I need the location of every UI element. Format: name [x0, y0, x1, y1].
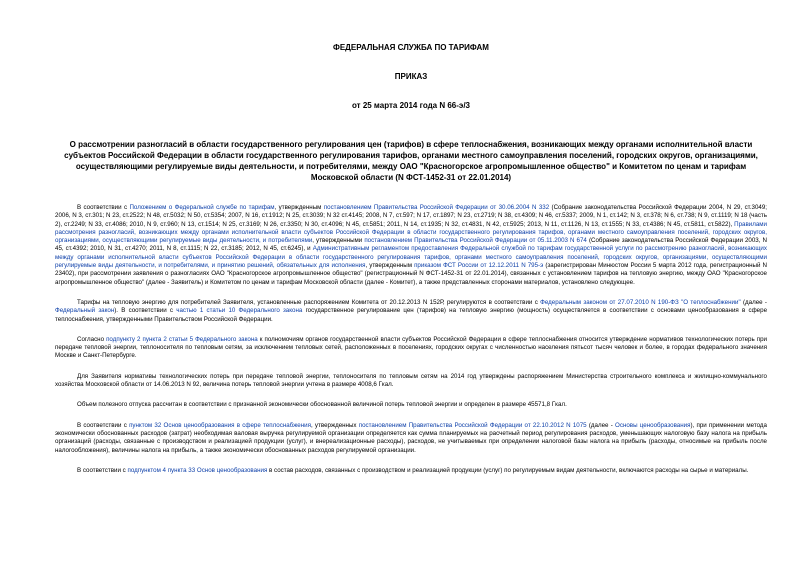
link-dispute-rules[interactable]: Правилами рассмотрения разногласий, возникающих между органами исполнительной власти субъектов Российской Федерации в области государственного регулирования тарифов, органами местного самоуправления поселений, городских округов, организациями, осуществляющими регулируемые виды деятельности, и потребителями: [55, 220, 767, 245]
text: (далее -: [586, 421, 616, 429]
link-resolution-1075[interactable]: постановлением Правительства Российской Федерации от 22.10.2012 N 1075: [358, 421, 587, 429]
text: Тарифы на тепловую энергию для потребителей Заявителя, установленные распоряжением Комитета от 20.12.2013 N 152Р, регулируются в соответствии с: [77, 298, 541, 306]
agency-title: ФЕДЕРАЛЬНАЯ СЛУЖБА ПО ТАРИФАМ: [333, 43, 489, 52]
paragraph-4: Для Заявителя нормативы технологических потерь при передаче тепловой энергии, теплоносителя по тепловым сетям на 2014 год утверждены распоряжением Министерства строительного комплекса и жилищно-коммунального хозяйства Московской области от 14.06.2013 N 92, величина потерь тепловой энергии учтена в размере 4008,6 Гкал.: [55, 372, 767, 389]
link-resolution-332[interactable]: постановлением Правительства Российской Федерации от 30.06.2004 N 332: [323, 204, 550, 211]
link-federal-law[interactable]: Федеральный закон: [55, 307, 115, 315]
link-federal-law-190[interactable]: Федеральным законом от 27.07.2010 N 190-ФЗ "О теплоснабжении": [540, 298, 741, 306]
text: В соответствии с: [77, 466, 128, 474]
text: к полномочиям органов государственной власти субъектов Российской Федерации в сфере теплоснабжения относится утверждение нормативов технологических потерь при передаче тепловой энергии, теплоносителя по тепловым сетям, за исключением тепловых сетей, расположенных в поселениях, городских округах с численностью населения пятьсот тысяч человек и более, в городах федерального значения Москве и Санкт-Петербурге.: [55, 335, 767, 360]
document-date: от 25 марта 2014 года N 66-э/3: [351, 101, 470, 110]
document-type: ПРИКАЗ: [394, 72, 428, 81]
paragraph-6: [55, 422, 767, 455]
link-pricing-basics-33[interactable]: подпунктом 4 пункта 33 Основ ценообразования: [127, 466, 268, 474]
text: В соответствии с: [77, 421, 130, 429]
text: ), при применении метода экономически обоснованных расходов (затрат) необходимая валовая выручка регулируемой организации определяется как сумма планируемых на расчетный период регулирования расходов, уменьшающих налоговую базу налога на прибыль организаций (расходы, связанные с производством и реализацией продукции (услуг), и внереализационные расходы), расходов, не учитываемых при определении налоговой базы налога на прибыль (расходы, относимые на прибыль после налогообложения), величины налога на прибыль, а также экономически обоснованных расходов регулируемой организации.: [55, 421, 767, 454]
link-resolution-674[interactable]: постановлением Правительства Российской Федерации от 05.11.2003 N 674: [364, 237, 587, 245]
document-subject: О рассмотрении разногласий в области государственного регулирования цен (тарифов) в сфере теплоснабжения, возникающих между органами исполнительной власти субъектов Российской Федерации в области государственного регулирования тарифов, органами местного самоуправления поселений, городских округов, организациями, осуществляющими регулируемые виды деятельности, и потребителями, между ОАО "Красногорское агропромышленное общество" и Комитетом по ценам и тарифам Московской области (N ФСТ-1452-31 от 22.01.2014): [64, 140, 758, 182]
text: , утвержденным: [365, 262, 415, 270]
link-regulation-fst[interactable]: Положением о Федеральной службе по тарифам: [129, 204, 275, 211]
paragraph-1: [55, 204, 767, 287]
paragraph-3: [55, 336, 767, 361]
paragraph-7: [55, 467, 767, 475]
text: (далее -: [740, 298, 767, 306]
text: ). В соответствии с: [114, 307, 177, 315]
text: Согласно: [77, 335, 107, 343]
text: В соответствии с: [77, 204, 130, 211]
link-pricing-basics-32[interactable]: пунктом 32 Основ ценообразования в сфере теплоснабжения: [129, 421, 311, 429]
text: в состав расходов, связанных с производством и реализацией продукции (услуг) по регулируемым видам деятельности, включаются расходы на сырье и материалы.: [267, 466, 749, 474]
text: (зарегистрирован Минюстом России 5 марта 2012 года, регистрационный N 23402), при рассмотрении заявления о разногласиях ОАО "Красногорское агропромышленное общество" (регистрационный N ФСТ-1452-31 от 22.01.2014), связанных с установлением тарифов на тепловую энергию, между ОАО "Красногорское агропромышленное общество" (далее - Заявитель) и Комитетом по ценам и тарифам Московской области (далее - Комитет), а также представленных сторонами материалов, установлено следующее.: [55, 262, 767, 286]
link-order-795[interactable]: приказом ФСТ России от 12.12.2011 N 795-э: [414, 262, 544, 270]
text: государственное регулирование цен (тарифов) на тепловую энергию (мощность) осуществляется в соответствии с основами ценообразования в сфере теплоснабжения, утвержденными Правительством Российской Федерации.: [55, 307, 768, 323]
text: , утвержденными: [312, 237, 365, 245]
paragraph-2: [55, 299, 767, 324]
link-pricing-basics[interactable]: Основы ценообразования: [615, 421, 691, 429]
text: , утвержденным: [274, 204, 324, 211]
link-admin-regulation[interactable]: Административным регламентом предоставления Федеральной службой по тарифам государственной услуги по рассмотрению разногласий, возникающих между органами исполнительной власти субъектов Российской Федерации в области государственного регулирования тарифов, органами местного самоуправления поселений, городских округов, организациями, осуществляющими регулируемые виды деятельности, и потребителями, и принятию решений, обязательных для исполнения: [55, 245, 767, 270]
link-article-5[interactable]: подпункту 2 пункта 2 статьи 5 Федерального закона: [106, 335, 258, 343]
link-article-10[interactable]: частью 1 статьи 10 Федерального закона: [176, 307, 303, 315]
text: (Собрание законодательства Российской Федерации 2003, N 45, ст.4392; 2010, N 31, ст.4270; 2011, N 8, ст.1115; N 22, ст.3185; 2012, N 45, ст.6245), и: [55, 237, 767, 253]
text: , утвержденных: [310, 421, 359, 429]
paragraph-5: Объем полезного отпуска рассчитан в соответствии с признанной экономически обоснованной величиной потерь тепловой энергии и определен в размере 45571,8 Гкал.: [77, 401, 567, 409]
text: (Собрание законодательства Российской Федерации 2004, N 29, ст.3049; 2006, N 3, ст.301; N 23, ст.2522; N 48, ст.5032; N 50, ст.5354; 2007, N 16, ст.1912; N 25, ст.3039; N 32 ст.4145; 2008, N 7, ст.597; N 17, ст.1897; N 23, ст.2719; N 38, ст.4309; N 46, ст.5337; 2009, N 1, ст.142; N 3, ст.378; N 6, ст.738; N 9, ст.1119; N 18 (часть 2), ст.2249; N 33, ст.4086; 2010, N 9, ст.960; N 13, ст.1514; N 25, ст.3169; N 26, ст.3350; N 30, ст.4096; N 45, ст.5851; 2011, N 14, ст.1935; N 32, ст.4831, N 42, ст.5925; 2013, N 11, ст.1126, N 13, ст.1555; N 33, ст.4386; N 45, ст.5811, ст.5822),: [55, 204, 768, 228]
